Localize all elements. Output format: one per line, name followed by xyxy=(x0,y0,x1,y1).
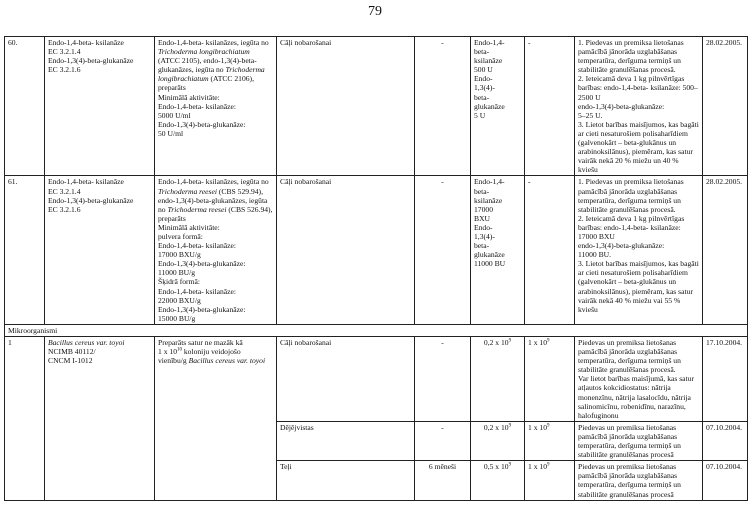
max-age: - xyxy=(415,37,471,176)
max-content: 1 x $10^9$ xyxy=(525,337,575,422)
organism-name: Bacillus cereus var. toyoi xyxy=(48,338,125,347)
max-content: 1 x $10^9$ xyxy=(525,421,575,460)
table-row xyxy=(5,37,748,176)
max-age: - xyxy=(415,421,471,460)
page-number: 79 xyxy=(368,4,382,19)
strain-codes: NCIMB 40112/ CNCM I-1012 xyxy=(48,347,96,366)
other-provisions: Piedevas un premiksa lietošanas pamācībā jānorāda uzglabāšanas temperatūra, derīguma termiņš un stabilitāte granulēšanas procesā xyxy=(575,421,703,460)
max-content: 1 x $10^9$ xyxy=(525,461,575,500)
other-provisions: Piedevas un premiksa lietošanas pamācībā jānorāda uzglabāšanas temperatūra, derīguma termiņš un stabilitāte granulēšanas procesā. Var lietot barības maisījumā, kas satur atļautos kokcidiostatus: nātrija monenzīnu, nātrija lasalocīdu, nātrija salinomicīnu, robenidīnu, narazīnu, halofuginonu xyxy=(575,337,703,422)
max-age: - xyxy=(415,337,471,422)
animal-species: Teļi xyxy=(277,461,415,500)
expiry-date: 17.10.2004. xyxy=(703,337,748,422)
max-age: 6 mēneši xyxy=(415,461,471,500)
additive-name: Endo-1,4-beta- ksilanāze EC 3.2.1.4 Endo-1,3(4)-beta-glukanāze EC 3.2.1.6 xyxy=(45,176,155,325)
animal-species: Dējējvistas xyxy=(277,421,415,460)
expiry-date: 07.10.2004. xyxy=(703,421,748,460)
expiry-date: 07.10.2004. xyxy=(703,461,748,500)
preparation-description: Endo-1,4-beta- ksilanāzes, iegūta no Trichoderma reesei (CBS 529.94), endo-1,3(4)-beta-glukanāzes, iegūta no Trichoderma reesei (CBS 526.94), preparāts Minimālā aktivitāte: pulvera formā: Endo-1,4-beta- ksilanāze: 17000 BXU/g Endo-1,3(4)-beta-glukanāze: 11000 BU/g Šķidrā formā: Endo-1,4-beta- ksilanāze: 22000 BXU/g Endo-1,3(4)-beta-glukanāze: 15000 BU/g xyxy=(155,176,277,325)
min-content: Endo-1,4- beta- ksilanāze 500 U Endo- 1,3(4)- beta- glukanāze 5 U xyxy=(471,37,525,176)
table-row xyxy=(5,337,748,422)
section-row xyxy=(5,324,748,336)
max-content: - xyxy=(525,176,575,325)
feed-additives-table xyxy=(4,36,748,501)
min-content: 0,2 x $10^9$ xyxy=(471,421,525,460)
additive-name: Endo-1,4-beta- ksilanāze EC 3.2.1.4 Endo-1,3(4)-beta-glukanāze EC 3.2.1.6 xyxy=(45,37,155,176)
entry-number: 61. xyxy=(5,176,45,325)
table-row xyxy=(5,176,748,325)
animal-species: Cāļi nobarošanai xyxy=(277,176,415,325)
other-provisions: 1. Piedevas un premiksa lietošanas pamācībā jānorāda uzglabāšanas temperatūra, derīguma termiņš un stabilitāte granulēšanas procesā. 2. Ieteicamā deva 1 kg pilnvērtīgas barības: endo-1,4-beta- ksilanāze: 500–2500 U endo-1,3(4)-beta-glukanāze: 5–25 U. 3. Lietot barības maisījumos, kas bagāti ar cieti nesaturošiem polisaharīdiem (galvenokārt – beta-glukānus un arabinoksilānus), piemēram, kas satur vairāk nekā 20 % miežu un 40 % kviešu xyxy=(575,37,703,176)
preparation-description: Preparāts satur ne mazāk kā 1 x $10^{10}$ koloniju veidojošo vienību/g Bacillus cereus var. toyoi xyxy=(155,337,277,501)
entry-number: 60. xyxy=(5,37,45,176)
max-content: - xyxy=(525,37,575,176)
expiry-date: 28.02.2005. xyxy=(703,176,748,325)
min-content: 0,2 x $10^9$ xyxy=(471,337,525,422)
min-content: 0,5 x $10^9$ xyxy=(471,461,525,500)
entry-number: 1 xyxy=(5,337,45,501)
other-provisions: 1. Piedevas un premiksa lietošanas pamācībā jānorāda uzglabāšanas temperatūra, derīguma termiņš un stabilitāte granulēšanas procesā. 2. Ieteicamā deva 1 kg pilnvērtīgas barības: endo-1,4-beta- ksilanāze: 17000 BXU endo-1,3(4)-beta-glukanāze: 11000 BU. 3. Lietot barības maisījumos, kas bagāti ar cieti nesaturošiem polisaharīdiem (galvenokārt – beta-glukānus un arabinoksilānus), piemēram, kas satur vairāk nekā 40 % miežu vai 55 % kviešu xyxy=(575,176,703,325)
max-age: - xyxy=(415,176,471,325)
preparation-description: Endo-1,4-beta- ksilanāzes, iegūta no Trichoderma longibrachiatum (ATCC 2105), endo-1,3(4)-beta-glukanāzes, iegūta no Trichoderma longibrachiatum (ATCC 2106), preparāts Minimālā aktivitāte: Endo-1,4-beta- ksilanāze: 5000 U/ml Endo-1,3(4)-beta-glukanāze: 50 U/ml xyxy=(155,37,277,176)
expiry-date: 28.02.2005. xyxy=(703,37,748,176)
additive-name xyxy=(45,337,155,501)
animal-species: Cāļi nobarošanai xyxy=(277,337,415,422)
min-content: Endo-1,4- beta- ksilanāze 17000 BXU Endo- 1,3(4)- beta- glukanāze 11000 BU xyxy=(471,176,525,325)
animal-species: Cāļi nobarošanai xyxy=(277,37,415,176)
section-title: Mikroorganismi xyxy=(5,324,748,336)
other-provisions: Piedevas un premiksa lietošanas pamācībā jānorāda uzglabāšanas temperatūra, derīguma termiņš un stabilitāte granulēšanas procesā xyxy=(575,461,703,500)
